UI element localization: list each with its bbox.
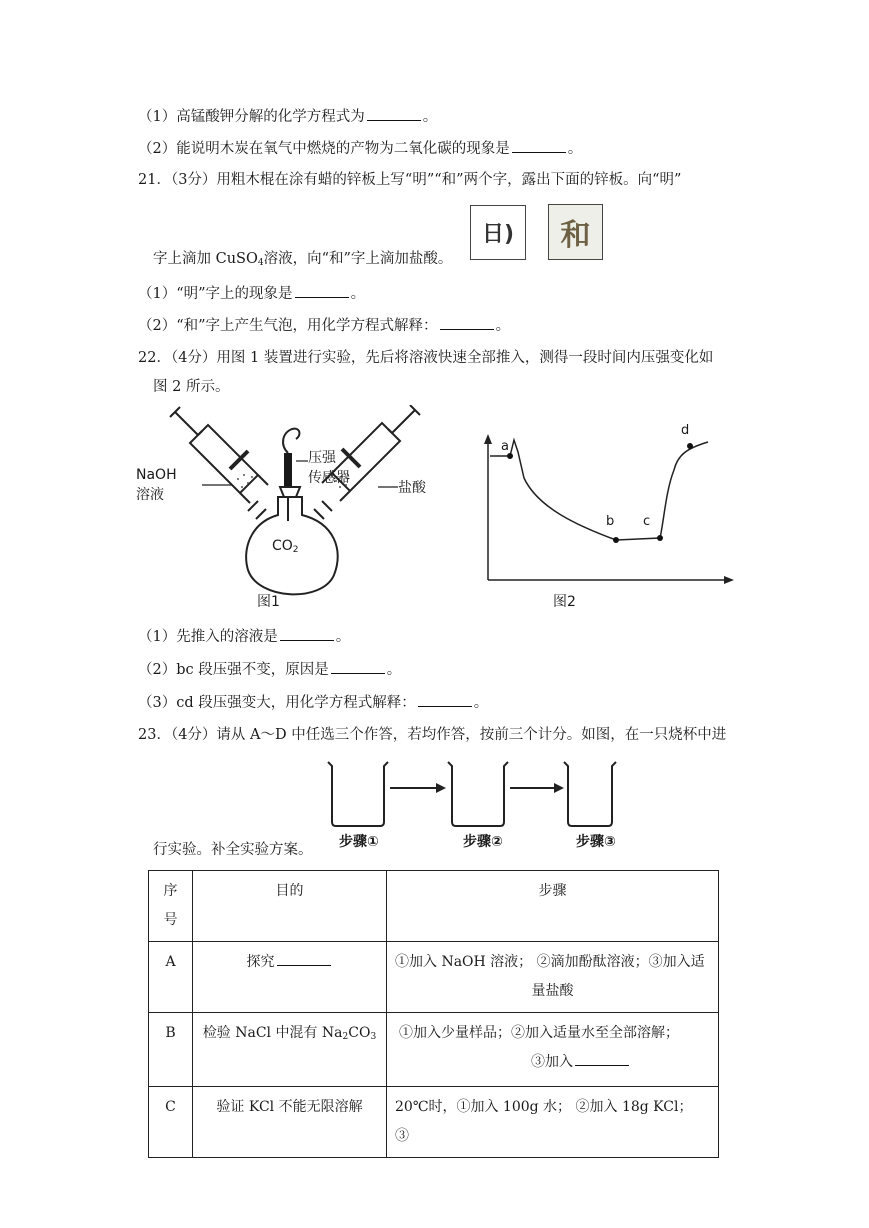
beaker-2: [448, 762, 508, 826]
punct: 。: [386, 662, 402, 678]
step3-label: 步骤③: [576, 834, 616, 850]
sensor-label-2: 传感器: [308, 470, 350, 486]
purpose-text: CO: [348, 1025, 371, 1041]
answer-blank[interactable]: [331, 659, 385, 674]
sensor-label-1: 压强: [308, 450, 336, 466]
row-a-steps: [387, 942, 719, 1013]
q21-part1-text: （1）“明”字上的现象是: [138, 286, 293, 302]
q20-part2-text: （2）能说明木炭在氧气中燃烧的产物为二氧化碳的现象是: [138, 141, 510, 157]
table-row: [149, 1087, 719, 1158]
q21-part2: [138, 315, 510, 336]
he-character: 和: [560, 218, 591, 253]
q21-stem-line2: [153, 249, 452, 273]
row-a-purpose: [193, 942, 387, 1013]
hcl-label: 盐酸: [398, 480, 426, 496]
q21-part2-text: （2）“和”字上产生气泡，用化学方程式解释：: [138, 318, 438, 334]
q22-stem-line1: 22．（4分）用图 1 装置进行实验，先后将溶液快速全部推入，测得一段时间内压强变化如: [138, 350, 714, 366]
answer-blank[interactable]: [367, 106, 421, 121]
point-d-label: d: [681, 423, 690, 438]
q22-part3: [138, 692, 488, 713]
point-b-label: b: [606, 514, 615, 529]
q21-stem-text-b: 溶液，向“和”字上滴加盐酸。: [263, 251, 453, 267]
figure2-caption: 图2: [553, 594, 576, 610]
answer-blank[interactable]: [280, 626, 334, 641]
ming-character: 日): [481, 222, 515, 247]
q21-stem-line1: 21．（3分）用粗木棍在涂有蜡的锌板上写“明”“和”两个字，露出下面的锌板。向“明”: [138, 172, 682, 188]
row-c-id: C: [149, 1087, 193, 1158]
q23-stem-line1: 23．（4分）请从 A～D 中任选三个作答，若均作答，按前三个计分。如图，在一只烧杯中进: [138, 727, 727, 743]
figure1-apparatus: [130, 405, 450, 615]
punct: 。: [495, 318, 511, 334]
x-axis-arrow: [724, 576, 734, 584]
experiment-table: [148, 870, 719, 1158]
q22-part1: [138, 626, 350, 647]
header-purpose: 目的: [193, 871, 387, 942]
ming-zinc-plate-image: [470, 205, 526, 260]
punct: 。: [350, 286, 366, 302]
purpose-text: 检验 NaCl 中混有 Na: [202, 1025, 343, 1041]
subscript: 3: [370, 1032, 377, 1042]
q21-part1: [138, 283, 365, 304]
point-c-label: c: [643, 514, 651, 529]
figure2-pressure-chart: [478, 430, 743, 592]
arrow-1-head: [436, 783, 446, 793]
header-id: 序号: [149, 871, 193, 942]
row-b-steps: [387, 1013, 719, 1087]
figure1-caption: 图1: [257, 594, 280, 610]
pressure-curve: [490, 440, 708, 540]
step-text: ③加入: [531, 1054, 573, 1070]
subscript: 2: [342, 1032, 349, 1042]
arrow-2-head: [554, 783, 564, 793]
subscript: 4: [257, 258, 264, 268]
step-text: ①加入少量样品；②加入适量水至全部溶解；: [399, 1025, 679, 1041]
q20-part2: [138, 138, 582, 159]
punct: 。: [567, 141, 583, 157]
row-c-steps: 20℃时，①加入 100g 水； ②加入 18g KCl； ③: [387, 1087, 719, 1158]
beaker-3: [564, 762, 616, 826]
naoh-label-1: NaOH: [136, 467, 177, 483]
q20-part1: [138, 106, 437, 127]
purpose-text: 探究: [246, 954, 275, 970]
step-text: ①加入 NaOH 溶液； ②滴加酚酞溶液；③加入适: [395, 954, 705, 970]
point-b: [613, 537, 619, 543]
punct: 。: [335, 629, 351, 645]
step1-label: 步骤①: [339, 834, 379, 850]
row-c-purpose: 验证 KCl 不能无限溶解: [193, 1087, 387, 1158]
row-b-id: B: [149, 1013, 193, 1087]
he-zinc-plate-image: [548, 204, 603, 260]
step-text: 量盐酸: [531, 983, 574, 999]
table-header-row: [149, 871, 719, 942]
table-row: [149, 942, 719, 1013]
q23-stem-line2: 行实验。补全实验方案。: [153, 842, 313, 858]
point-a-label: a: [501, 439, 509, 454]
co2-text: CO: [272, 538, 293, 554]
answer-blank[interactable]: [512, 138, 566, 153]
step2-label: 步骤②: [463, 834, 503, 850]
q20-part1-text: （1）高锰酸钾分解的化学方程式为: [138, 109, 365, 125]
answer-blank[interactable]: [575, 1051, 629, 1066]
y-axis-arrow: [484, 434, 492, 444]
answer-blank[interactable]: [277, 951, 331, 966]
table-row: [149, 1013, 719, 1087]
beaker-steps-figure: [324, 758, 620, 830]
q22-part3-text: （3）cd 段压强变大，用化学方程式解释：: [138, 695, 416, 711]
flask-co2-label: [272, 536, 299, 560]
point-c: [657, 535, 663, 541]
row-b-purpose: [193, 1013, 387, 1087]
point-d: [687, 443, 693, 449]
answer-blank[interactable]: [295, 283, 349, 298]
answer-blank[interactable]: [418, 692, 472, 707]
q21-stem-text-a: 字上滴加 CuSO: [153, 251, 258, 267]
q22-stem-line2: 图 2 所示。: [153, 379, 230, 395]
q22-part2-text: （2）bc 段压强不变，原因是: [138, 662, 329, 678]
left-syringe: [170, 407, 268, 503]
q22-part1-text: （1）先推入的溶液是: [138, 629, 278, 645]
subscript: 2: [292, 545, 299, 555]
beaker-1: [328, 762, 388, 826]
punct: 。: [422, 109, 438, 125]
naoh-label-2: 溶液: [136, 487, 164, 503]
row-a-id: A: [149, 942, 193, 1013]
q22-part2: [138, 659, 401, 680]
answer-blank[interactable]: [440, 315, 494, 330]
punct: 。: [473, 695, 489, 711]
header-steps: 步骤: [387, 871, 719, 942]
